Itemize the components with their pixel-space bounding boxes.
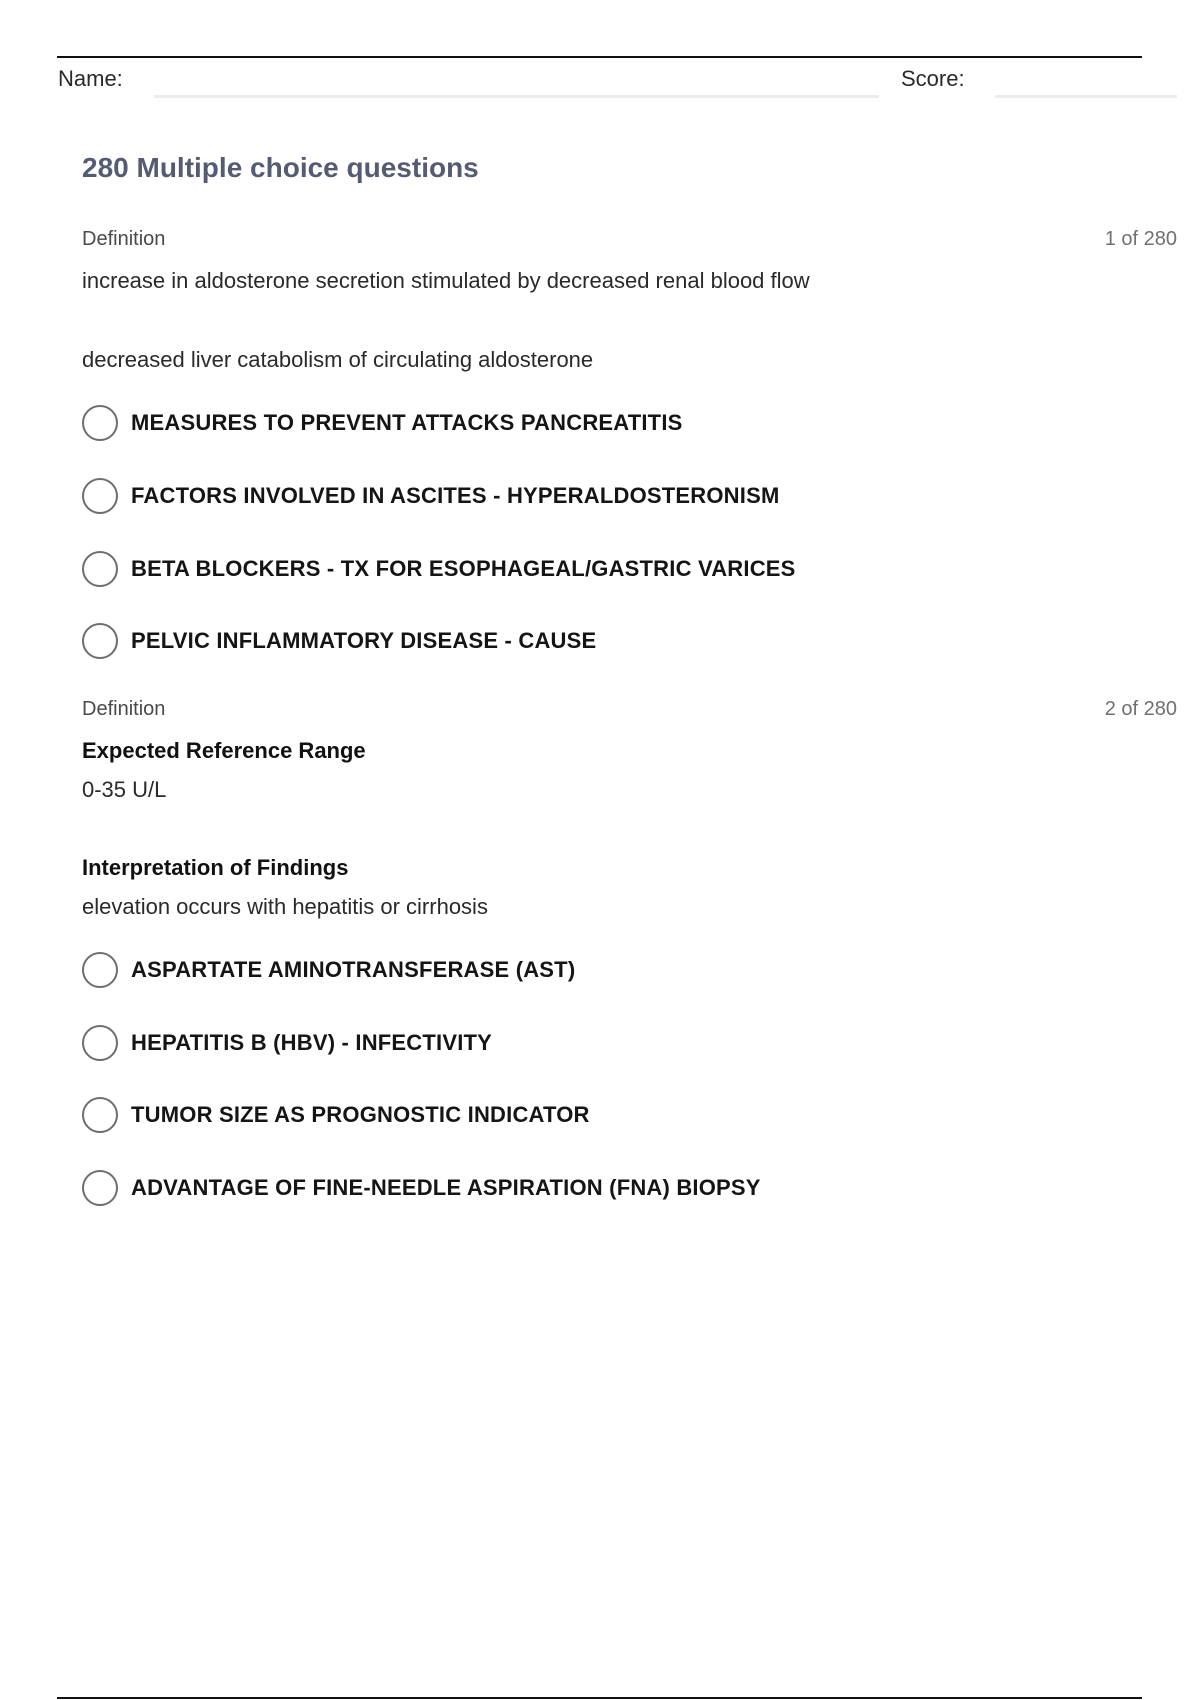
interpretation-heading: Interpretation of Findings [82, 855, 349, 880]
radio-button-icon[interactable] [82, 1025, 118, 1061]
question-counter: 1 of 280 [1104, 228, 1177, 250]
question-1 [82, 228, 1177, 668]
radio-button-icon[interactable] [82, 1170, 118, 1206]
answer-option-label: BETA BLOCKERS - TX FOR ESOPHAGEAL/GASTRIC VARICES [131, 556, 796, 581]
question-type: Definition [82, 228, 166, 250]
answer-option-label: FACTORS INVOLVED IN ASCITES - HYPERALDOSTERONISM [131, 483, 780, 508]
answer-option[interactable] [82, 1023, 982, 1063]
answer-option-label: HEPATITIS B (HBV) - INFECTIVITY [131, 1030, 493, 1055]
radio-button-icon[interactable] [82, 952, 118, 988]
name-label: Name: [58, 66, 123, 91]
interpretation-text: elevation occurs with hepatitis or cirrhosis [82, 894, 488, 919]
question-header [82, 228, 1177, 256]
answer-option[interactable] [82, 950, 982, 990]
question-header [82, 698, 1177, 726]
bottom-rule [57, 1697, 1142, 1699]
radio-button-icon[interactable] [82, 405, 118, 441]
radio-button-icon[interactable] [82, 551, 118, 587]
page-title: 280 Multiple choice questions [82, 152, 479, 183]
radio-button-icon[interactable] [82, 478, 118, 514]
answer-option-label: TUMOR SIZE AS PROGNOSTIC INDICATOR [131, 1102, 590, 1127]
name-field[interactable] [154, 95, 879, 98]
answer-option-label: MEASURES TO PREVENT ATTACKS PANCREATITIS [131, 410, 683, 435]
reference-range-heading: Expected Reference Range [82, 738, 366, 763]
definition-line: increase in aldosterone secretion stimulated by decreased renal blood flow [82, 268, 810, 293]
reference-range-value: 0-35 U/L [82, 777, 167, 802]
radio-button-icon[interactable] [82, 623, 118, 659]
answer-option[interactable] [82, 1168, 982, 1208]
answer-option[interactable] [82, 621, 982, 661]
score-label: Score: [901, 66, 965, 91]
answer-option[interactable] [82, 476, 982, 516]
question-2 [82, 698, 1177, 1218]
definition-line: decreased liver catabolism of circulating aldosterone [82, 347, 594, 372]
question-counter: 2 of 280 [1104, 698, 1177, 720]
answer-option-label: ASPARTATE AMINOTRANSFERASE (AST) [131, 957, 576, 982]
answer-option[interactable] [82, 1095, 982, 1135]
question-type: Definition [82, 698, 166, 720]
answer-option-label: PELVIC INFLAMMATORY DISEASE - CAUSE [131, 628, 597, 653]
name-score-header [58, 62, 1178, 102]
answer-option[interactable] [82, 549, 982, 589]
top-rule [57, 56, 1142, 58]
radio-button-icon[interactable] [82, 1097, 118, 1133]
answer-option[interactable] [82, 403, 982, 443]
score-field[interactable] [995, 95, 1177, 98]
answer-option-label: ADVANTAGE OF FINE-NEEDLE ASPIRATION (FNA) BIOPSY [131, 1175, 761, 1200]
